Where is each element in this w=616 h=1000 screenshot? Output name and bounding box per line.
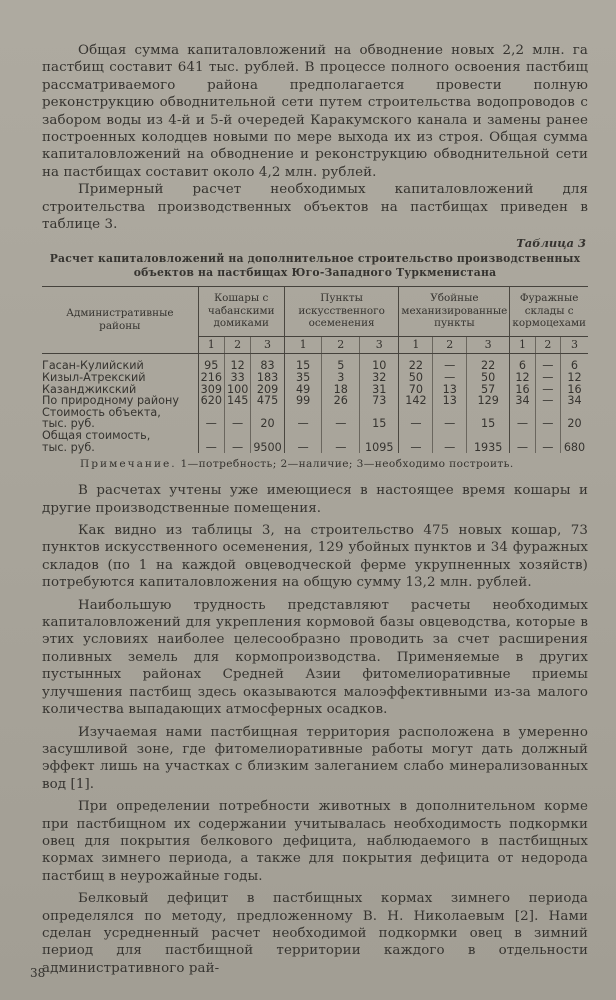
row-label: Стоимость объекта, [42, 405, 161, 419]
row-label: Кизыл-Атрекский [42, 371, 146, 385]
row-label: Гасан-Кулийский [42, 359, 144, 373]
table-cell: 57 [467, 384, 510, 396]
table-cell: 22 [399, 354, 433, 372]
table-cell: 32 [360, 372, 399, 384]
table-note [80, 458, 588, 470]
col-header-koshary: Кошары с чабанскими домиками [198, 287, 284, 337]
table-cell [360, 430, 399, 442]
sub-header: 1 [198, 336, 224, 354]
table-cell: 16 [510, 384, 535, 396]
body-paragraph-4: Изучаемая нами пастбищная территория расположена в умеренно засушливой зоне, где фитомелиоративные работы могут дать должный эффект лишь на участках с близким залеганием слабо минерализованных вод [1]. [42, 724, 588, 792]
table-cell [322, 430, 360, 442]
col-header-admin: Административные районы [42, 287, 198, 354]
table-cell: 145 [224, 395, 250, 407]
col-header-insemination: Пункты искусственного осеменения [284, 287, 399, 337]
sub-header: 3 [467, 336, 510, 354]
body-paragraph-1: В расчетах учтены уже имеющиеся в настоящее время кошары и другие производственные помещения. [42, 483, 588, 516]
sub-header: 1 [284, 336, 322, 354]
table-cell: 12 [560, 372, 588, 384]
table-row [42, 354, 588, 372]
table-cell: 22 [467, 354, 510, 372]
table-row [42, 372, 588, 384]
table-cell [535, 430, 560, 442]
sub-header: 2 [224, 336, 250, 354]
sub-header: 2 [322, 336, 360, 354]
body-paragraph-2: Как видно из таблицы 3, на строительство 475 новых кошар, 73 пунктов искусственного осеменения, 129 убойных пунктов и 34 фуражных складов (по 1 на каждой овцеводческой ферме укрупненных хозяйств) потребуются капиталовложения на общую сумму 13,2 млн. рублей. [42, 523, 588, 591]
table-cell [198, 430, 224, 442]
table-cell [433, 430, 467, 442]
col-header-slaughter: Убойные механизированные пункты [399, 287, 510, 337]
table-cell [560, 430, 588, 442]
table-cell [251, 430, 284, 442]
table-cell: — [224, 418, 250, 430]
table-cell: — [510, 442, 535, 454]
table-cell: 475 [251, 395, 284, 407]
table-cell: 216 [198, 372, 224, 384]
table-cell: 34 [560, 395, 588, 407]
table-body [42, 354, 588, 453]
table-cell: 34 [510, 395, 535, 407]
table-cell: — [535, 418, 560, 430]
table-cell: 6 [560, 354, 588, 372]
table-cell: 49 [284, 384, 322, 396]
table-cell: — [198, 442, 224, 454]
table-cell: 10 [360, 354, 399, 372]
table-cell: 15 [467, 418, 510, 430]
table-cell: 95 [198, 354, 224, 372]
table-cell: — [433, 418, 467, 430]
table-cell: 12 [224, 354, 250, 372]
table-cell: — [535, 395, 560, 407]
table-cell: 70 [399, 384, 433, 396]
table-label: Таблица 3 [516, 236, 586, 251]
table-cell: — [284, 442, 322, 454]
table-cell: 680 [560, 442, 588, 454]
table-cell: 15 [284, 354, 322, 372]
sub-header: 1 [510, 336, 535, 354]
row-label: Казанджикский [42, 382, 137, 396]
table-note-text: 1—потребность; 2—наличие; 3—необходимо построить. [180, 458, 514, 471]
table-cell: 9500 [251, 442, 284, 454]
table-cell: 5 [322, 354, 360, 372]
table-cell: — [224, 442, 250, 454]
table-cell: — [433, 372, 467, 384]
table-cell: — [535, 442, 560, 454]
table-row [42, 442, 588, 454]
table-cell: — [433, 442, 467, 454]
sub-header: 2 [535, 336, 560, 354]
table-cell: 16 [560, 384, 588, 396]
table-cell [510, 430, 535, 442]
table-cell: 209 [251, 384, 284, 396]
table-cell: 620 [198, 395, 224, 407]
table-cell: 20 [251, 418, 284, 430]
table-cell: — [433, 354, 467, 372]
table-cell: 183 [251, 372, 284, 384]
table-cell: 6 [510, 354, 535, 372]
sub-header: 1 [399, 336, 433, 354]
table-cell: 50 [467, 372, 510, 384]
table-cell: — [535, 372, 560, 384]
table-caption [42, 252, 588, 280]
table-cell: — [399, 442, 433, 454]
table-cell: 100 [224, 384, 250, 396]
table-cell: — [198, 418, 224, 430]
row-label: Общая стоимость, [42, 429, 151, 443]
sub-header: 2 [433, 336, 467, 354]
table-caption-line2: объектов на пастбищах Юго-Западного Туркменистана [133, 266, 497, 280]
table-cell: 15 [360, 418, 399, 430]
capital-investment-table [42, 286, 588, 453]
table-cell: 33 [224, 372, 250, 384]
row-label: тыс. руб. [42, 417, 95, 431]
table-cell: 35 [284, 372, 322, 384]
table-cell: — [322, 442, 360, 454]
table-note-label: Примечание. [80, 458, 177, 471]
intro-paragraph-2: Примерный расчет необходимых капиталовложений для строительства производственных объектов на пастбищах приведен в таблице 3. [42, 182, 588, 233]
col-header-feed: Фуражные склады с кормоцехами [510, 287, 588, 337]
table-cell: — [322, 418, 360, 430]
row-label: По природному району [42, 394, 179, 408]
table-cell: 73 [360, 395, 399, 407]
table-cell [284, 430, 322, 442]
table-cell: 31 [360, 384, 399, 396]
table-cell: 142 [399, 395, 433, 407]
table-cell [399, 430, 433, 442]
table-row [42, 430, 588, 442]
table-cell: 50 [399, 372, 433, 384]
sub-header: 3 [360, 336, 399, 354]
body-paragraph-3: Наибольшую трудность представляют расчеты необходимых капиталовложений для укрепления кормовой базы овцеводства, которые в этих условиях наиболее целесообразно проводить за счет расширения поливных земель для кормопроизводства. Применяемые в других пустынных районах Средней Азии фитомелиоративные приемы улучшения пастбищ здесь оказываются малоэффективными из-за малого количества выпадающих атмосферных осадков. [42, 597, 588, 718]
table-cell: 20 [560, 418, 588, 430]
table-cell: 1095 [360, 442, 399, 454]
table-cell: 13 [433, 395, 467, 407]
table-cell: — [535, 384, 560, 396]
table-cell: 18 [322, 384, 360, 396]
table-cell: 129 [467, 395, 510, 407]
table-cell: — [535, 354, 560, 372]
table-cell: 1935 [467, 442, 510, 454]
table-cell: 26 [322, 395, 360, 407]
table-cell: 309 [198, 384, 224, 396]
table-cell: 83 [251, 354, 284, 372]
body-paragraph-5: При определении потребности животных в дополнительном корме при пастбищном их содержании учитывалась необходимость подкормки овец для покрытия белкового дефицита, наблюдаемого в пастбищных кормах зимнего периода, а также для покрытия дефицита от недорода пастбищ в неурожайные годы. [42, 799, 588, 884]
sub-header: 3 [251, 336, 284, 354]
table-cell [467, 430, 510, 442]
table-cell: 12 [510, 372, 535, 384]
body-paragraph-6: Белковый дефицит в пастбищных кормах зимнего периода определялся по методу, предложенному В. Н. Николаевым [2]. Нами сделан усредненный расчет необходимой подкормки овец в зимний период для пастбищной территории каждого в отдельности административного рай- [42, 891, 588, 976]
table-cell: 13 [433, 384, 467, 396]
table-cell: — [399, 418, 433, 430]
sub-header: 3 [560, 336, 588, 354]
page-number: 38 [30, 966, 46, 980]
intro-paragraph-1: Общая сумма капиталовложений на обводнение новых 2,2 млн. га пастбищ составит 641 тыс. рублей. В процессе полного освоения пастбищ рассматриваемого района предполагается провести полную реконструкцию обводнительной сети путем строительства водопроводов с забором воды из 4-й и 5-й очередей Каракумского канала и замены ранее построенных колодцев новыми по мере выхода их из строя. Общая сумма капиталовложений на обводнение и реконструкцию обводнительной сети на пастбищах составит около 4,2 млн. рублей. [42, 43, 588, 180]
table-cell: 3 [322, 372, 360, 384]
table-cell: 99 [284, 395, 322, 407]
table-cell [224, 430, 250, 442]
table-caption-line1: Расчет капиталовложений на дополнительное строительство производственных [49, 252, 581, 266]
table-cell: — [284, 418, 322, 430]
table-cell: — [510, 418, 535, 430]
row-label: тыс. руб. [42, 440, 95, 454]
table-row [42, 407, 588, 419]
